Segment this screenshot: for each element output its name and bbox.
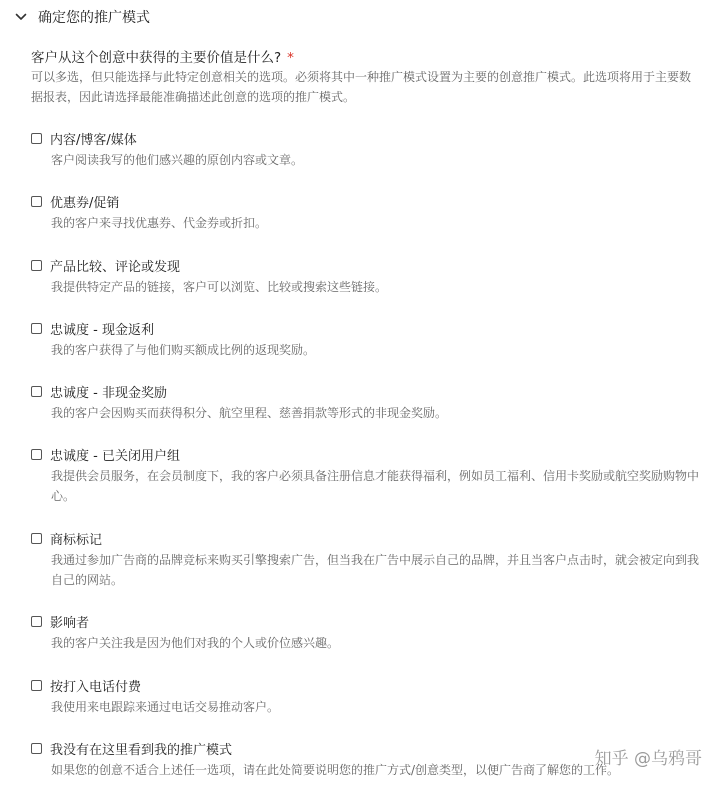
option-loyalty-closed-group[interactable]: [31, 444, 699, 506]
option-loyalty-cashback[interactable]: [31, 318, 699, 360]
option-description: 我的客户关注我是因为他们对我的个人或价位感兴趣。: [51, 636, 340, 650]
option-description: 我的客户会因购买而获得积分、航空里程、慈善捐款等形式的非现金奖励。: [51, 406, 448, 420]
section-header[interactable]: [12, 6, 150, 28]
option-description: 如果您的创意不适合上述任一选项，请在此处简要说明您的推广方式/创意类型，以便广告商了解您的工作。: [51, 763, 620, 777]
option-label[interactable]: 影响者: [50, 615, 90, 631]
option-label[interactable]: 商标标记: [50, 532, 103, 548]
option-description: 我通过参加广告商的品牌竞标来购买引擎搜索广告，但当我在广告中展示自己的品牌，并且当客户点击时，就会被定向到我自己的网站。: [51, 553, 700, 587]
option-label[interactable]: 产品比较、评论或发现: [50, 259, 181, 275]
checkbox[interactable]: [31, 449, 42, 460]
option-product-comparison[interactable]: [31, 255, 699, 297]
checkbox[interactable]: [31, 680, 42, 691]
checkbox[interactable]: [31, 260, 42, 271]
section-title: 确定您的推广模式: [38, 10, 150, 26]
chevron-down-icon[interactable]: [12, 8, 30, 26]
watermark: 知乎 @乌鸦哥: [594, 749, 702, 769]
question-text: 客户从这个创意中获得的主要价值是什么?: [31, 50, 282, 66]
option-description: 我的客户获得了与他们购买额成比例的返现奖励。: [51, 343, 316, 357]
checkbox[interactable]: [31, 743, 42, 754]
required-mark: *: [287, 50, 294, 66]
checkbox[interactable]: [31, 196, 42, 207]
option-description: 我提供特定产品的链接，客户可以浏览、比较或搜索这些链接。: [51, 280, 388, 294]
option-trademark-bidding[interactable]: [31, 528, 699, 590]
option-content-blog-media[interactable]: [31, 128, 699, 170]
option-description: 我使用来电跟踪来通过电话交易推动客户。: [51, 700, 280, 714]
option-coupons-promotions[interactable]: [31, 191, 699, 233]
checkbox[interactable]: [31, 616, 42, 627]
option-label[interactable]: 忠诚度 - 非现金奖励: [50, 385, 167, 401]
checkbox[interactable]: [31, 533, 42, 544]
checkbox[interactable]: [31, 133, 42, 144]
option-label[interactable]: 优惠券/促销: [50, 195, 120, 211]
option-label[interactable]: 忠诚度 - 现金返利: [50, 322, 154, 338]
option-description: 我的客户来寻找优惠券、代金券或折扣。: [51, 216, 268, 230]
option-label[interactable]: 我没有在这里看到我的推广模式: [50, 742, 233, 758]
option-description: 我提供会员服务，在会员制度下，我的客户必须具备注册信息才能获得福利，例如员工福利、信用卡奖励或航空奖励购物中心。: [51, 469, 700, 503]
option-label[interactable]: 忠诚度 - 已关闭用户组: [50, 448, 180, 464]
question-label: [31, 46, 294, 66]
option-loyalty-non-cash[interactable]: [31, 381, 699, 423]
checkbox[interactable]: [31, 323, 42, 334]
option-influencer[interactable]: [31, 611, 699, 653]
option-description: 客户阅读我写的他们感兴趣的原创内容或文章。: [51, 153, 304, 167]
option-pay-per-call[interactable]: [31, 675, 699, 717]
question-help-text: 可以多选，但只能选择与此特定创意相关的选项。必须将其中一种推广模式设置为主要的创意推广模式。此选项将用于主要数据报表，因此请选择最能准确描述此创意的选项的推广模式。: [31, 70, 692, 104]
checkbox[interactable]: [31, 386, 42, 397]
option-label[interactable]: 按打入电话付费: [50, 679, 142, 695]
option-label[interactable]: 内容/博客/媒体: [50, 132, 137, 148]
